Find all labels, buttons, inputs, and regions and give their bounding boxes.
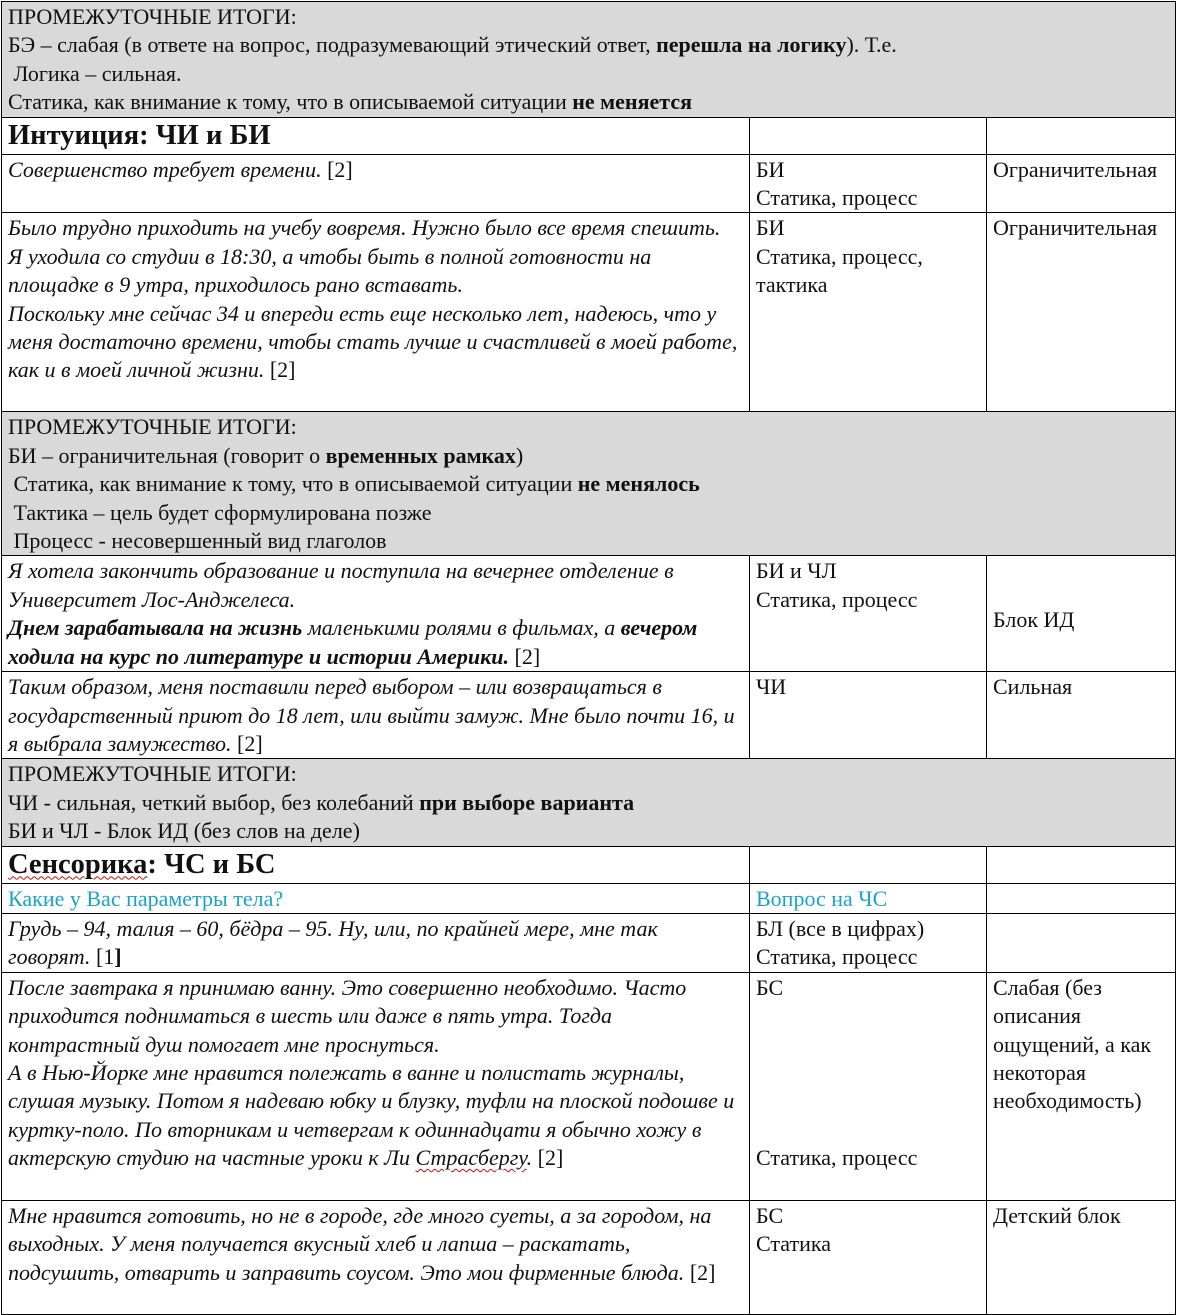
summary-row (2, 2, 1176, 118)
quote-cell: Мне нравится готовить, но не в городе, где много суеты, а за городом, на выходных. У меня получается вкусный хлеб и лапша – раскатать, подсушить, отварить и заправить соусом. Это мои фирменные блюда. [2] (2, 1200, 750, 1314)
quote-cell: После завтрака я принимаю ванну. Это совершенно необходимо. Часто приходится подниматься в шесть или даже в пять утра. Тогда контрастный душ помогает мне проснуться. А в Нью-Йорке мне нравится полежать в ванне и полистать журналы, слушая музыку. Потом я надеваю юбку и блузку, туфли на плоской подошве и куртку-поло. По вторникам и четвергам к одиннадцати я обычно хожу в актерскую студию на частные уроки к Ли Страсбергу. [2] (2, 972, 750, 1200)
table-row (2, 913, 1176, 972)
question-cell: Какие у Вас параметры тела? (2, 883, 750, 913)
summary-title: ПРОМЕЖУТОЧНЫЕ ИТОГИ: (8, 414, 297, 440)
assessment-cell: Ограничительная (987, 154, 1176, 213)
assessment-cell: Блок ИД (987, 556, 1176, 672)
summary-line: Процесс - несовершенный вид глаголов (8, 528, 387, 554)
quote-cell: Грудь – 94, талия – 60, бёдра – 95. Ну, или, по крайней мере, мне так говорят. [1] (2, 913, 750, 972)
quote-cell: Совершенство требует времени. [2] (2, 154, 750, 213)
empty-cell (987, 883, 1176, 913)
summary-line: БЭ – слабая (в ответе на вопрос, подразумевающий этический ответ, перешла на логику). Т.е. (8, 32, 897, 58)
function-cell: БИ Статика, процесс, тактика (750, 213, 987, 412)
quote-cell: Было трудно приходить на учебу вовремя. Нужно было все время спешить. Я уходила со студии в 18:30, а чтобы быть в полной готовности на площадке в 9 утра, приходилось рано вставать. Поскольку мне сейчас 34 и впереди есть еще несколько лет, надеюсь, что у меня достаточно времени, чтобы стать лучше и счастливей в моей работе, как и в моей личной жизни. [2] (2, 213, 750, 412)
analysis-table (1, 1, 1176, 1315)
table-row (2, 213, 1176, 412)
function-cell: БИ Статика, процесс (750, 154, 987, 213)
summary-row (2, 759, 1176, 846)
function-cell: БС Статика, процесс (750, 972, 987, 1200)
function-cell: ЧИ (750, 672, 987, 759)
function-cell: БИ и ЧЛ Статика, процесс (750, 556, 987, 672)
question-note: Вопрос на ЧС (750, 883, 987, 913)
summary-line: Статика, как внимание к тому, что в описываемой ситуации не менялось (8, 471, 700, 497)
empty-cell (987, 117, 1176, 154)
summary-line: Тактика – цель будет сформулирована позже (8, 499, 432, 525)
table-row (2, 972, 1176, 1200)
summary-line: Статика, как внимание к тому, что в описываемой ситуации не меняется (8, 89, 693, 115)
empty-cell (750, 117, 987, 154)
summary-cell (2, 759, 1176, 846)
section-heading-row (2, 117, 1176, 154)
table-row (2, 672, 1176, 759)
summary-line: Логика – сильная. (8, 60, 182, 86)
section-heading: Сенсорика: ЧС и БС (2, 846, 750, 883)
summary-title: ПРОМЕЖУТОЧНЫЕ ИТОГИ: (8, 761, 297, 787)
quote-cell: Я хотела закончить образование и поступила на вечернее отделение в Университет Лос-Анджелеса. Днем зарабатывала на жизнь маленькими ролями в фильмах, а вечером ходила на курс по литературе и истории Америки. [2] (2, 556, 750, 672)
assessment-cell: Слабая (без описания ощущений, а как некоторая необходимость) (987, 972, 1176, 1200)
summary-line: ЧИ - сильная, четкий выбор, без колебаний при выборе варианта (8, 789, 635, 815)
summary-line: БИ и ЧЛ - Блок ИД (без слов на деле) (8, 818, 360, 844)
question-row (2, 883, 1176, 913)
empty-cell (987, 846, 1176, 883)
empty-cell (750, 846, 987, 883)
summary-cell (2, 2, 1176, 118)
assessment-cell: Сильная (987, 672, 1176, 759)
assessment-cell: Детский блок (987, 1200, 1176, 1314)
section-heading: Интуиция: ЧИ и БИ (2, 117, 750, 154)
summary-title: ПРОМЕЖУТОЧНЫЕ ИТОГИ: (8, 4, 297, 29)
assessment-cell: Ограничительная (987, 213, 1176, 412)
quote-cell: Таким образом, меня поставили перед выбором – или возвращаться в государственный приют до 18 лет, или выйти замуж. Мне было почти 16, и я выбрала замужество. [2] (2, 672, 750, 759)
table-row (2, 1200, 1176, 1314)
table-row (2, 154, 1176, 213)
summary-line: БИ – ограничительная (говорит о временных рамках) (8, 442, 524, 468)
function-cell: БЛ (все в цифрах) Статика, процесс (750, 913, 987, 972)
section-heading-row (2, 846, 1176, 883)
function-cell: БС Статика (750, 1200, 987, 1314)
empty-cell (987, 913, 1176, 972)
summary-row (2, 412, 1176, 556)
table-row (2, 556, 1176, 672)
summary-cell (2, 412, 1176, 556)
